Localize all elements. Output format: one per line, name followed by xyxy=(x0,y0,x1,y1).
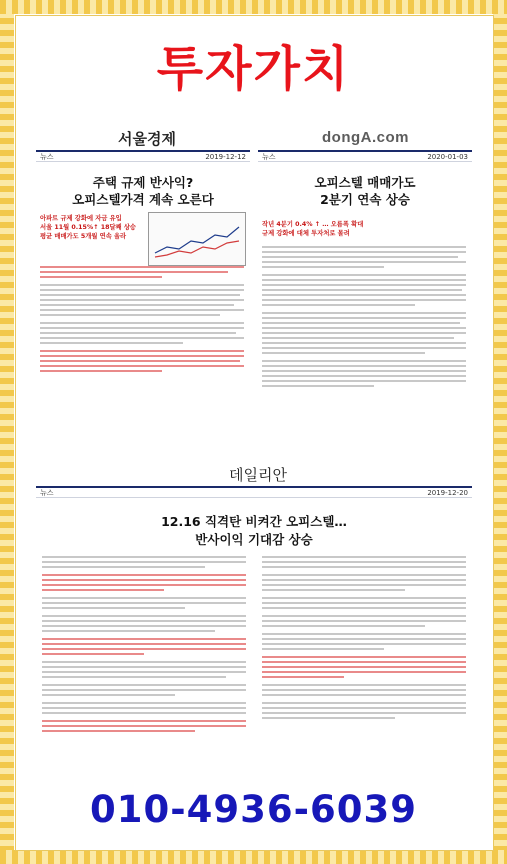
article-body-text xyxy=(262,246,466,390)
article-body-text xyxy=(40,266,244,375)
contact-phone-number: 010-4936-6039 xyxy=(90,788,417,831)
article-headline-line2: 반사이익 기대감 상승 xyxy=(195,532,313,547)
article-headline-line1: 오피스텔 매매가도 xyxy=(314,175,416,190)
article-subhead-line2: 규제 강화에 대체 투자처로 몰려 xyxy=(262,230,350,237)
article-section: 뉴스 xyxy=(40,152,54,161)
source-name-donga xyxy=(322,129,409,146)
article-chart-image xyxy=(148,212,246,266)
article-subhead-line1: 아파트 규제 강화에 자금 유입 xyxy=(40,215,122,222)
page-title: 투자가치 xyxy=(156,41,351,97)
article-headline-line2: 오피스텔가격 계속 오른다 xyxy=(72,192,214,207)
article-header-bar xyxy=(36,150,250,162)
article-body-text-right xyxy=(262,556,466,722)
article-date: 2020-01-03 xyxy=(427,152,468,161)
article-date: 2019-12-12 xyxy=(205,152,246,161)
article-section: 뉴스 xyxy=(262,152,276,161)
article-headline-line1: 12.16 직격탄 비켜간 오피스텔… xyxy=(161,514,347,529)
article-card-2 xyxy=(258,150,472,412)
source-name-dailian: 데일리안 xyxy=(229,466,287,484)
source-name-donga-text: dongA.com xyxy=(322,129,409,146)
article-subhead-line1: 작년 4분기 0.4% ↑ … 오름폭 확대 xyxy=(262,221,364,228)
article-card-1 xyxy=(36,150,250,412)
line-chart-graphic xyxy=(149,213,245,265)
article-card-3 xyxy=(36,486,472,774)
source-name-seoul-economy: 서울경제 xyxy=(118,130,176,148)
article-subhead-line3: 평균 매매가도 5개월 연속 올라 xyxy=(40,233,127,240)
article-headline-line2: 2분기 연속 상승 xyxy=(320,192,410,207)
article-body-text-left xyxy=(42,556,246,735)
article-headline-line1: 주택 규제 반사익? xyxy=(92,175,194,190)
article-date: 2019-12-20 xyxy=(427,488,468,497)
article-header-bar xyxy=(36,486,472,498)
article-header-bar xyxy=(258,150,472,162)
article-subhead-line2: 서울 11월 0.15%↑ 18달째 상승 xyxy=(40,224,136,231)
article-section: 뉴스 xyxy=(40,488,54,497)
